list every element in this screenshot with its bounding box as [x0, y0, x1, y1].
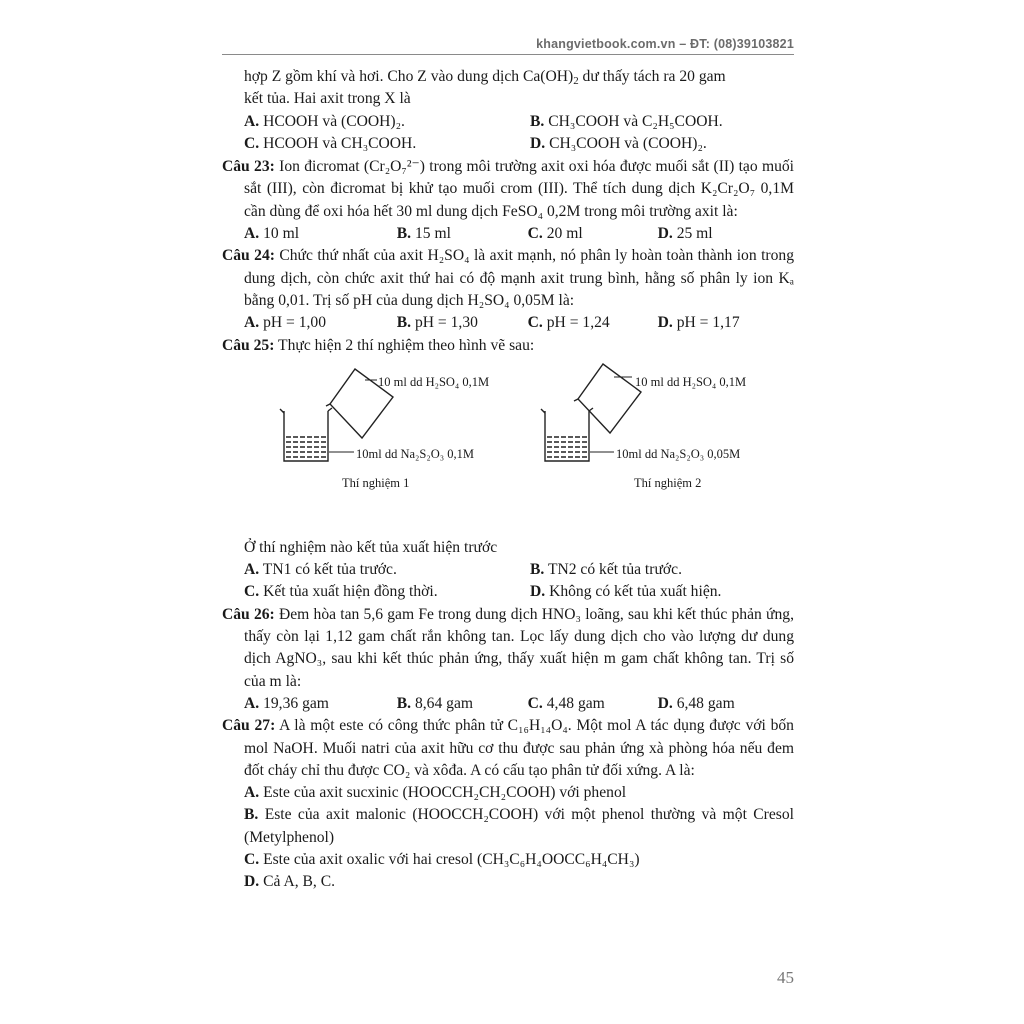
option-text: Este của axit malonic (HOOCCH₂COOH) với một phenol thường và một Cresol (Metylphenol) — [244, 806, 794, 846]
q22-option-d — [530, 133, 707, 155]
option-label: D. — [657, 314, 673, 332]
exp2-beaker — [541, 408, 593, 461]
q25-option-c — [244, 581, 530, 603]
q24-options — [222, 312, 794, 334]
option-label: A. — [244, 225, 260, 243]
q25-option-b — [530, 559, 682, 581]
option-label: B. — [244, 806, 259, 824]
option-text: TN2 có kết tủa trước. — [547, 561, 682, 579]
option-label: C. — [527, 225, 543, 243]
option-label: B. — [396, 314, 412, 332]
option-text: 6,48 gam — [676, 694, 735, 712]
q25-option-d — [530, 581, 721, 603]
q24-option-c — [528, 312, 658, 334]
option-text: Kết tủa xuất hiện đồng thời. — [263, 583, 438, 601]
exp2-tilted-beaker — [574, 364, 641, 433]
option-label: C. — [244, 134, 260, 152]
q23-option-b — [397, 223, 528, 245]
q27-option-b — [222, 804, 794, 849]
option-label: C. — [527, 694, 543, 712]
exp1-top-label: 10 ml dd H₂SO₄ 0,1M — [378, 374, 490, 389]
option-label: C. — [244, 851, 260, 869]
q25-option-a — [244, 559, 530, 581]
q24-stem — [222, 245, 794, 312]
option-text: 20 ml — [546, 225, 583, 243]
option-text: pH = 1,30 — [414, 314, 478, 332]
q26-label: Câu 26: — [222, 605, 275, 623]
option-text: Este của axit oxalic với hai cresol (CH₃C₆H₄OOCC₆H₄CH₃) — [263, 851, 640, 869]
exp1-beaker — [280, 408, 332, 461]
option-text: HCOOH và CH₃COOH. — [263, 134, 417, 152]
q24-option-a — [244, 312, 397, 334]
option-label: A. — [244, 784, 260, 802]
q24-option-b — [397, 312, 528, 334]
q23-option-d — [658, 223, 794, 245]
q26-option-b — [397, 693, 528, 715]
q24-text: Chức thứ nhất của axit H₂SO₄ là axit mạnh, nó phân ly hoàn toàn thành ion trong dung dịch, còn chức axit thứ hai có độ mạnh axit trung bình, hằng số phân ly ion Kₐ bằng 0,01. Trị số pH của dung dịch H₂SO₄ 0,05M là: — [244, 247, 794, 309]
option-label: D. — [530, 583, 546, 601]
q27-label: Câu 27: — [222, 717, 276, 735]
q22-option-c — [244, 133, 530, 155]
option-text: 25 ml — [676, 225, 713, 243]
option-text: 19,36 gam — [263, 694, 329, 712]
option-label: A. — [244, 112, 260, 130]
exp2-top-label: 10 ml dd H₂SO₄ 0,1M — [635, 374, 747, 389]
option-label: B. — [530, 112, 545, 130]
exp1-bottom-label: 10ml dd Na₂S₂O₃ 0,1M — [356, 446, 474, 461]
q23-option-a — [244, 223, 397, 245]
header-rule — [222, 54, 794, 55]
q24-label: Câu 24: — [222, 247, 275, 265]
q22-option-b — [530, 111, 723, 133]
option-text: Este của axit sucxinic (HOOCCH₂CH₂COOH) với phenol — [263, 784, 627, 802]
q25-label: Câu 25: — [222, 336, 275, 354]
option-text: TN1 có kết tủa trước. — [262, 561, 397, 579]
experiment-figure — [222, 359, 794, 537]
option-text: Không có kết tủa xuất hiện. — [549, 583, 722, 601]
option-text: Cả A, B, C. — [263, 873, 335, 891]
option-label: D. — [657, 225, 673, 243]
q22-options-row-1 — [222, 111, 794, 133]
q25-options-row-2 — [222, 581, 794, 603]
q27-text: A là một este có công thức phân tử C₁₆H₁₄O₄. Một mol A tác dụng được với bốn mol NaOH. Muối natri của axit hữu cơ thu được sau phản ứng xà phòng hóa nếu đem đốt cháy chỉ thu được CO₂ và xôđa. A có cấu tạo phân tử đối xứng. A là: — [244, 717, 794, 779]
option-text: pH = 1,00 — [263, 314, 327, 332]
option-text: 10 ml — [263, 225, 300, 243]
option-label: A. — [244, 561, 260, 579]
intro-line-1 — [222, 66, 794, 88]
intro-line-2: kết tủa. Hai axit trong X là — [244, 90, 411, 108]
exp1-caption: Thí nghiệm 1 — [342, 475, 410, 490]
option-text: pH = 1,24 — [546, 314, 610, 332]
q27-option-c — [222, 849, 794, 871]
page-header: khangvietbook.com.vn – ĐT: (08)39103821 — [536, 37, 794, 51]
q25-stem — [222, 335, 794, 357]
q26-option-a — [244, 693, 397, 715]
q25-text: Thực hiện 2 thí nghiệm theo hình vẽ sau: — [278, 336, 535, 354]
q23-option-c — [528, 223, 658, 245]
page-content — [222, 66, 794, 894]
intro-sub: 2 — [573, 75, 579, 87]
option-text: CH₃COOH và C₂H₅COOH. — [548, 112, 723, 130]
q23-text: Ion đicromat (Cr₂O₇²⁻) trong môi trường axit oxi hóa được muối sắt (II) tạo muối sắt (III), còn đicromat bị khử tạo muối crom (III). Thể tích dung dịch K₂Cr₂O₇ 0,1M cần dùng để oxi hóa hết 30 ml dung dịch FeSO₄ 0,2M trong môi trường axit là: — [244, 158, 794, 220]
option-label: D. — [530, 134, 546, 152]
q26-option-d — [658, 693, 794, 715]
q27-option-a — [222, 782, 794, 804]
q27-option-d — [222, 871, 794, 893]
option-label: A. — [244, 694, 260, 712]
option-label: D. — [657, 694, 673, 712]
option-label: B. — [396, 694, 412, 712]
option-text: pH = 1,17 — [676, 314, 740, 332]
q27-stem — [222, 715, 794, 782]
q26-text: Đem hòa tan 5,6 gam Fe trong dung dịch HNO₃ loãng, sau khi kết thúc phản ứng, thấy còn lại 1,12 gam chất rắn không tan. Lọc lấy dung dịch cho vào lượng dư dung dịch AgNO₃, sau khi kết thúc phản ứng, thấy xuất hiện m gam chất không tan. Trị số của m là: — [244, 605, 794, 690]
option-label: B. — [396, 225, 412, 243]
q26-options — [222, 693, 794, 715]
q22-options-row-2 — [222, 133, 794, 155]
option-text: CH₃COOH và (COOH)₂. — [549, 134, 707, 152]
option-label: C. — [244, 583, 260, 601]
q24-option-d — [658, 312, 794, 334]
q23-stem — [222, 156, 794, 223]
intro-line-1-text: hợp Z gồm khí và hơi. Cho Z vào dung dịch Ca(OH) — [244, 68, 574, 85]
option-text: 8,64 gam — [414, 694, 474, 712]
exp2-caption: Thí nghiệm 2 — [634, 475, 702, 490]
q23-label: Câu 23: — [222, 158, 275, 176]
option-label: C. — [527, 314, 543, 332]
q25-question: Ở thí nghiệm nào kết tủa xuất hiện trước — [244, 538, 498, 556]
page-number: 45 — [777, 968, 794, 987]
option-text: HCOOH và (COOH)₂. — [263, 112, 405, 130]
option-label: A. — [244, 314, 260, 332]
option-label: B. — [530, 561, 545, 579]
q22-option-a — [244, 111, 530, 133]
intro-line-1-end: dư thấy tách ra 20 gam — [578, 68, 726, 85]
option-text: 15 ml — [414, 225, 451, 243]
option-label: D. — [244, 873, 260, 891]
q23-options — [222, 223, 794, 245]
q26-stem — [222, 604, 794, 693]
q25-options-row-1 — [222, 559, 794, 581]
exp2-bottom-label: 10ml dd Na₂S₂O₃ 0,05M — [616, 446, 741, 461]
option-text: 4,48 gam — [546, 694, 605, 712]
q26-option-c — [528, 693, 658, 715]
